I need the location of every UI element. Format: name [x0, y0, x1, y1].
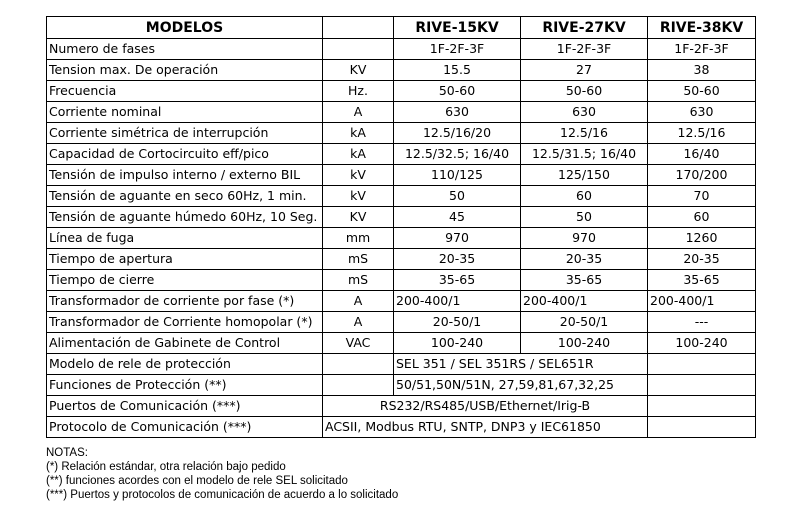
row-value-rive-27kv: 27	[521, 60, 648, 81]
header-rive-38kv: RIVE-38KV	[648, 17, 756, 39]
note-line: (*) Relación estándar, otra relación bajo pedido	[46, 461, 286, 473]
row-unit: KV	[323, 60, 394, 81]
notes-section	[46, 446, 398, 502]
row-value-rive-27kv: 50	[521, 207, 648, 228]
row-empty-cell	[648, 396, 756, 417]
table-row	[47, 123, 756, 144]
row-unit: mm	[323, 228, 394, 249]
row-value-rive-15kv: 110/125	[394, 165, 521, 186]
row-value-rive-15kv: 12.5/16/20	[394, 123, 521, 144]
row-value-rive-38kv: 38	[648, 60, 756, 81]
row-value-rive-15kv: 35-65	[394, 270, 521, 291]
row-value-rive-38kv: 16/40	[648, 144, 756, 165]
row-value-rive-38kv: 20-35	[648, 249, 756, 270]
table-row	[47, 249, 756, 270]
table-row	[47, 144, 756, 165]
row-value-rive-38kv: 1F-2F-3F	[648, 39, 756, 60]
row-value-rive-15kv: 1F-2F-3F	[394, 39, 521, 60]
header-models: MODELOS	[47, 17, 323, 39]
row-value-rive-38kv: 60	[648, 207, 756, 228]
header-row	[47, 17, 756, 39]
row-value-rive-38kv: 35-65	[648, 270, 756, 291]
row-value-rive-38kv: 1260	[648, 228, 756, 249]
notes-title: NOTAS:	[46, 447, 88, 459]
table-row	[47, 102, 756, 123]
row-label: Tiempo de cierre	[47, 270, 323, 291]
row-unit: A	[323, 102, 394, 123]
row-value-rive-38kv: 70	[648, 186, 756, 207]
row-span-value: RS232/RS485/USB/Ethernet/Irig-B	[323, 396, 648, 417]
row-unit	[323, 354, 394, 375]
row-label: Corriente simétrica de interrupción	[47, 123, 323, 144]
row-value-rive-15kv: 970	[394, 228, 521, 249]
note-line: (**) funciones acordes con el modelo de rele SEL solicitado	[46, 475, 348, 487]
row-unit: A	[323, 291, 394, 312]
row-value-rive-15kv: 50-60	[394, 81, 521, 102]
row-value-rive-27kv: 20-35	[521, 249, 648, 270]
row-value-rive-38kv: 50-60	[648, 81, 756, 102]
row-value-rive-15kv: 20-50/1	[394, 312, 521, 333]
row-value-rive-38kv: ---	[648, 312, 756, 333]
table-row	[47, 333, 756, 354]
row-value-rive-15kv: 15.5	[394, 60, 521, 81]
row-unit: KV	[323, 207, 394, 228]
row-value-rive-27kv: 1F-2F-3F	[521, 39, 648, 60]
row-label: Tensión de aguante en seco 60Hz, 1 min.	[47, 186, 323, 207]
row-value-rive-27kv: 12.5/16	[521, 123, 648, 144]
row-value-rive-15kv: 45	[394, 207, 521, 228]
table-row	[47, 396, 756, 417]
row-label: Protocolo de Comunicación (***)	[47, 417, 323, 438]
row-label: Tensión de aguante húmedo 60Hz, 10 Seg.	[47, 207, 323, 228]
row-empty-cell	[648, 375, 756, 396]
row-value-rive-27kv: 20-50/1	[521, 312, 648, 333]
table-row	[47, 60, 756, 81]
row-value-rive-38kv: 630	[648, 102, 756, 123]
table-row	[47, 228, 756, 249]
table-row	[47, 291, 756, 312]
table-row	[47, 81, 756, 102]
row-label: Transformador de Corriente homopolar (*)	[47, 312, 323, 333]
row-span-value: 50/51,50N/51N, 27,59,81,67,32,25	[394, 375, 648, 396]
row-unit: mS	[323, 249, 394, 270]
specifications-table	[46, 16, 756, 438]
row-value-rive-38kv: 12.5/16	[648, 123, 756, 144]
row-value-rive-15kv: 630	[394, 102, 521, 123]
row-value-rive-15kv: 200-400/1	[394, 291, 521, 312]
row-value-rive-27kv: 35-65	[521, 270, 648, 291]
row-unit: VAC	[323, 333, 394, 354]
row-span-value: SEL 351 / SEL 351RS / SEL651R	[394, 354, 648, 375]
row-unit: mS	[323, 270, 394, 291]
table-row	[47, 165, 756, 186]
row-label: Tiempo de apertura	[47, 249, 323, 270]
row-span-value: ACSII, Modbus RTU, SNTP, DNP3 y IEC61850	[323, 417, 648, 438]
table-row	[47, 186, 756, 207]
header-unit	[323, 17, 394, 39]
row-value-rive-27kv: 12.5/31.5; 16/40	[521, 144, 648, 165]
table-row	[47, 417, 756, 438]
row-unit: kV	[323, 186, 394, 207]
row-value-rive-27kv: 50-60	[521, 81, 648, 102]
row-value-rive-27kv: 60	[521, 186, 648, 207]
row-unit: Hz.	[323, 81, 394, 102]
row-value-rive-15kv: 100-240	[394, 333, 521, 354]
header-rive-15kv: RIVE-15KV	[394, 17, 521, 39]
table-row	[47, 270, 756, 291]
row-unit	[323, 39, 394, 60]
table-row	[47, 354, 756, 375]
row-value-rive-27kv: 630	[521, 102, 648, 123]
row-value-rive-38kv: 170/200	[648, 165, 756, 186]
row-empty-cell	[648, 417, 756, 438]
row-value-rive-27kv: 125/150	[521, 165, 648, 186]
header-rive-27kv: RIVE-27KV	[521, 17, 648, 39]
row-unit	[323, 375, 394, 396]
row-unit: kA	[323, 123, 394, 144]
row-label: Corriente nominal	[47, 102, 323, 123]
row-value-rive-15kv: 20-35	[394, 249, 521, 270]
row-value-rive-15kv: 12.5/32.5; 16/40	[394, 144, 521, 165]
table-row	[47, 312, 756, 333]
row-value-rive-27kv: 100-240	[521, 333, 648, 354]
row-label: Modelo de rele de protección	[47, 354, 323, 375]
row-unit: A	[323, 312, 394, 333]
row-unit: kV	[323, 165, 394, 186]
row-value-rive-38kv: 200-400/1	[648, 291, 756, 312]
row-label: Alimentación de Gabinete de Control	[47, 333, 323, 354]
table-row	[47, 375, 756, 396]
row-unit: kA	[323, 144, 394, 165]
row-value-rive-38kv: 100-240	[648, 333, 756, 354]
row-label: Transformador de corriente por fase (*)	[47, 291, 323, 312]
row-value-rive-27kv: 200-400/1	[521, 291, 648, 312]
row-label: Puertos de Comunicación (***)	[47, 396, 323, 417]
row-label: Tensión de impulso interno / externo BIL	[47, 165, 323, 186]
row-empty-cell	[648, 354, 756, 375]
row-label: Tension max. De operación	[47, 60, 323, 81]
row-label: Capacidad de Cortocircuito eff/pico	[47, 144, 323, 165]
table-row	[47, 207, 756, 228]
table-row	[47, 39, 756, 60]
row-label: Frecuencia	[47, 81, 323, 102]
row-label: Línea de fuga	[47, 228, 323, 249]
row-value-rive-15kv: 50	[394, 186, 521, 207]
row-label: Funciones de Protección (**)	[47, 375, 323, 396]
note-line: (***) Puertos y protocolos de comunicación de acuerdo a lo solicitado	[46, 489, 399, 501]
row-label: Numero de fases	[47, 39, 323, 60]
row-value-rive-27kv: 970	[521, 228, 648, 249]
